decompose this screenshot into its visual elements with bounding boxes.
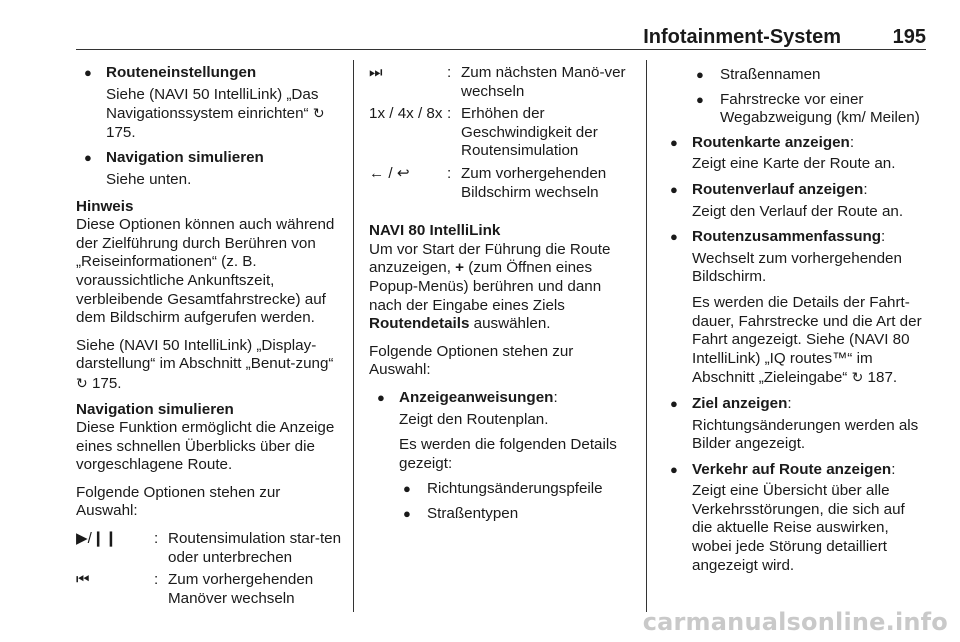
page-number: 195: [892, 26, 926, 48]
table-row: ⏭ : Zum nächsten Manö-ver wechseln: [369, 64, 635, 105]
item-text: Siehe unten.: [106, 170, 192, 188]
bullet-icon: ●: [670, 395, 678, 411]
next-maneuver-icon: ⏭: [369, 64, 383, 81]
play-pause-icon: ▶/❙❙: [76, 530, 118, 548]
column-3: [662, 64, 928, 582]
note-text: Diese Optionen können auch während der Zielführung durch Berühren von „Reiseinformationen“ (z. B. voraussichtliche Ankunftszeit, verbleibende Gesamtfahrstrecke) auf dem Bildschirm aufgerufen werden.: [76, 216, 335, 327]
watermark: carmanualsonline.info: [642, 608, 948, 636]
column-1: [76, 64, 342, 620]
table-row: 1x / 4x / 8x : Erhöhen der Geschwindigkeit der Routensimulation: [369, 105, 635, 165]
control-description: Routensimulation star-ten oder unterbrechen: [168, 530, 342, 566]
nested-list-item: ● Straßennamen: [696, 66, 821, 83]
item-text: Siehe (NAVI 50 IntelliLink) „Das Navigationssystem einrichten“ ↻ 175.: [106, 85, 325, 141]
item-title: Verkehr auf Route anzeigen: [692, 460, 892, 478]
bullet-icon: ●: [670, 181, 678, 197]
page-reference-link[interactable]: 175.: [106, 123, 136, 141]
column-2: [369, 64, 635, 529]
page-header: [76, 0, 926, 50]
item-title: Routenverlauf anzeigen: [692, 180, 864, 198]
bullet-icon: ●: [670, 134, 678, 150]
previous-maneuver-icon: ⏮: [76, 571, 90, 589]
list-item: ● Routenzusammenfassung: Wechselt zum vorhergehenden Bildschirm. Es werden die Details der Fahrt-dauer, Fahrstrecke und die Art der Fahrt angezeigt. Siehe (NAVI 80 IntelliLink) „IQ routes™“ im Abschnitt „Zieleingabe“ ↻ 187.: [662, 228, 928, 388]
section-heading: NAVI 80 IntelliLink: [369, 222, 501, 240]
item-title: Routenkarte anzeigen: [692, 133, 850, 151]
bullet-icon: ●: [403, 481, 411, 497]
item-title: Ziel anzeigen: [692, 394, 788, 412]
list-item: [76, 149, 342, 189]
item-title: Routenzusammenfassung: [692, 228, 882, 246]
bullet-icon: ●: [377, 389, 385, 405]
item-text: Wechselt zum vorhergehenden Bildschirm.: [692, 249, 902, 286]
plus-icon: +: [455, 259, 465, 277]
control-description: Zum vorhergehenden Bildschirm wechseln: [461, 164, 607, 201]
item-title: Navigation simulieren: [106, 149, 264, 167]
paragraph: Folgende Optionen stehen zur Auswahl:: [369, 342, 574, 379]
item-text: Richtungsänderungen werden als Bilder angezeigt.: [692, 416, 919, 453]
nested-list-item: ● Straßentypen: [403, 504, 519, 522]
bullet-icon: ●: [84, 150, 92, 166]
bullet-icon: ●: [696, 91, 704, 107]
section-heading: Navigation simulieren: [76, 400, 234, 418]
note-heading: Hinweis: [76, 197, 134, 215]
page-title: Infotainment-System: [643, 26, 841, 48]
paragraph: Folgende Optionen stehen zur Auswahl:: [76, 483, 281, 520]
list-item: ● Ziel anzeigen: Richtungsänderungen werden als Bilder angezeigt.: [662, 395, 928, 454]
back-arrow-icon: ← / ↩: [369, 164, 410, 182]
control-description: Zum nächsten Manö-ver wechseln: [461, 64, 626, 100]
table-row: ⏮ : Zum vorhergehenden Manöver wechseln: [76, 571, 342, 612]
nested-list-item: ● Fahrstrecke vor einer Wegabzweigung (km/ Meilen): [696, 90, 920, 127]
paragraph: Diese Funktion ermöglicht die Anzeige eines schnellen Überblicks über die vorgeschlagene Route.: [76, 419, 335, 474]
bullet-icon: ●: [670, 461, 678, 477]
item-text: Zeigt eine Karte der Route an.: [692, 155, 896, 173]
bullet-icon: ●: [403, 505, 411, 521]
item-text: Zeigt den Verlauf der Route an.: [692, 202, 904, 220]
column-divider-1: [353, 60, 354, 612]
list-item: ● Anzeigeanweisungen: Zeigt den Routenplan. Es werden die folgenden Details gezeigt:: [369, 389, 635, 473]
page-reference-link[interactable]: 175.: [91, 374, 122, 392]
bullet-icon: ●: [84, 65, 92, 80]
item-text: Zeigt eine Übersicht über alle Verkehrsstörungen, die sich auf die aktuelle Reise auswirken, wobei jede Störung detailliert angezeigt wird.: [692, 482, 905, 574]
item-text: Es werden die Details der Fahrt-dauer, Fahrstrecke und die Art der Fahrt angezeigt. Siehe (NAVI 80 IntelliLink) „IQ routes™“ im Abschnitt „Zieleingabe“ ↻ 187.: [692, 293, 922, 387]
note-block: [76, 198, 342, 394]
page-reference-link[interactable]: 187.: [867, 369, 898, 387]
page-reference-icon: ↻: [312, 105, 325, 122]
column-divider-2: [646, 60, 647, 612]
item-text: Zeigt den Routenplan.: [399, 410, 549, 428]
controls-table: [369, 64, 635, 206]
bullet-icon: ●: [696, 67, 704, 82]
item-title: Anzeigeanweisungen: [399, 388, 554, 406]
control-description: Erhöhen der Geschwindigkeit der Routensimulation: [461, 105, 598, 160]
nested-list-item: ● Richtungsänderungspfeile: [403, 480, 603, 498]
bullet-icon: ●: [670, 229, 678, 245]
table-row: ← / ↩ : Zum vorhergehenden Bildschirm wechseln: [369, 165, 635, 206]
item-text: Es werden die folgenden Details gezeigt:: [399, 436, 617, 472]
controls-table: [76, 530, 342, 612]
list-item: ● Verkehr auf Route anzeigen: Zeigt eine Übersicht über alle Verkehrsstörungen, die sich auf die aktuelle Reise auswirken, wobei jede Störung detailliert angezeigt wird.: [662, 461, 928, 576]
route-details-label: Routendetails: [369, 315, 470, 333]
item-title: Routeneinstellungen: [106, 64, 257, 81]
table-row: ▶/❙❙ : Routensimulation star-ten oder unterbrechen: [76, 530, 342, 571]
control-description: Zum vorhergehenden Manöver wechseln: [168, 571, 314, 607]
list-item: ● Routenverlauf anzeigen: Zeigt den Verlauf der Route an.: [662, 181, 928, 221]
paragraph: Um vor Start der Führung die Route anzuzeigen, + (zum Öffnen eines Popup-Menüs) berühren und dann nach der Eingabe eines Ziels Routendetails auswählen.: [369, 240, 611, 333]
note-text-2: Siehe (NAVI 50 IntelliLink) „Display-darstellung“ im Abschnitt „Benut-zung“ ↻ 175.: [76, 336, 334, 392]
page-reference-icon: ↻: [76, 374, 88, 391]
list-item: [76, 64, 342, 142]
speed-multiplier-label: 1x / 4x / 8x: [369, 105, 443, 123]
list-item: ● Routenkarte anzeigen: Zeigt eine Karte der Route an.: [662, 134, 928, 174]
page-reference-icon: ↻: [851, 369, 864, 386]
